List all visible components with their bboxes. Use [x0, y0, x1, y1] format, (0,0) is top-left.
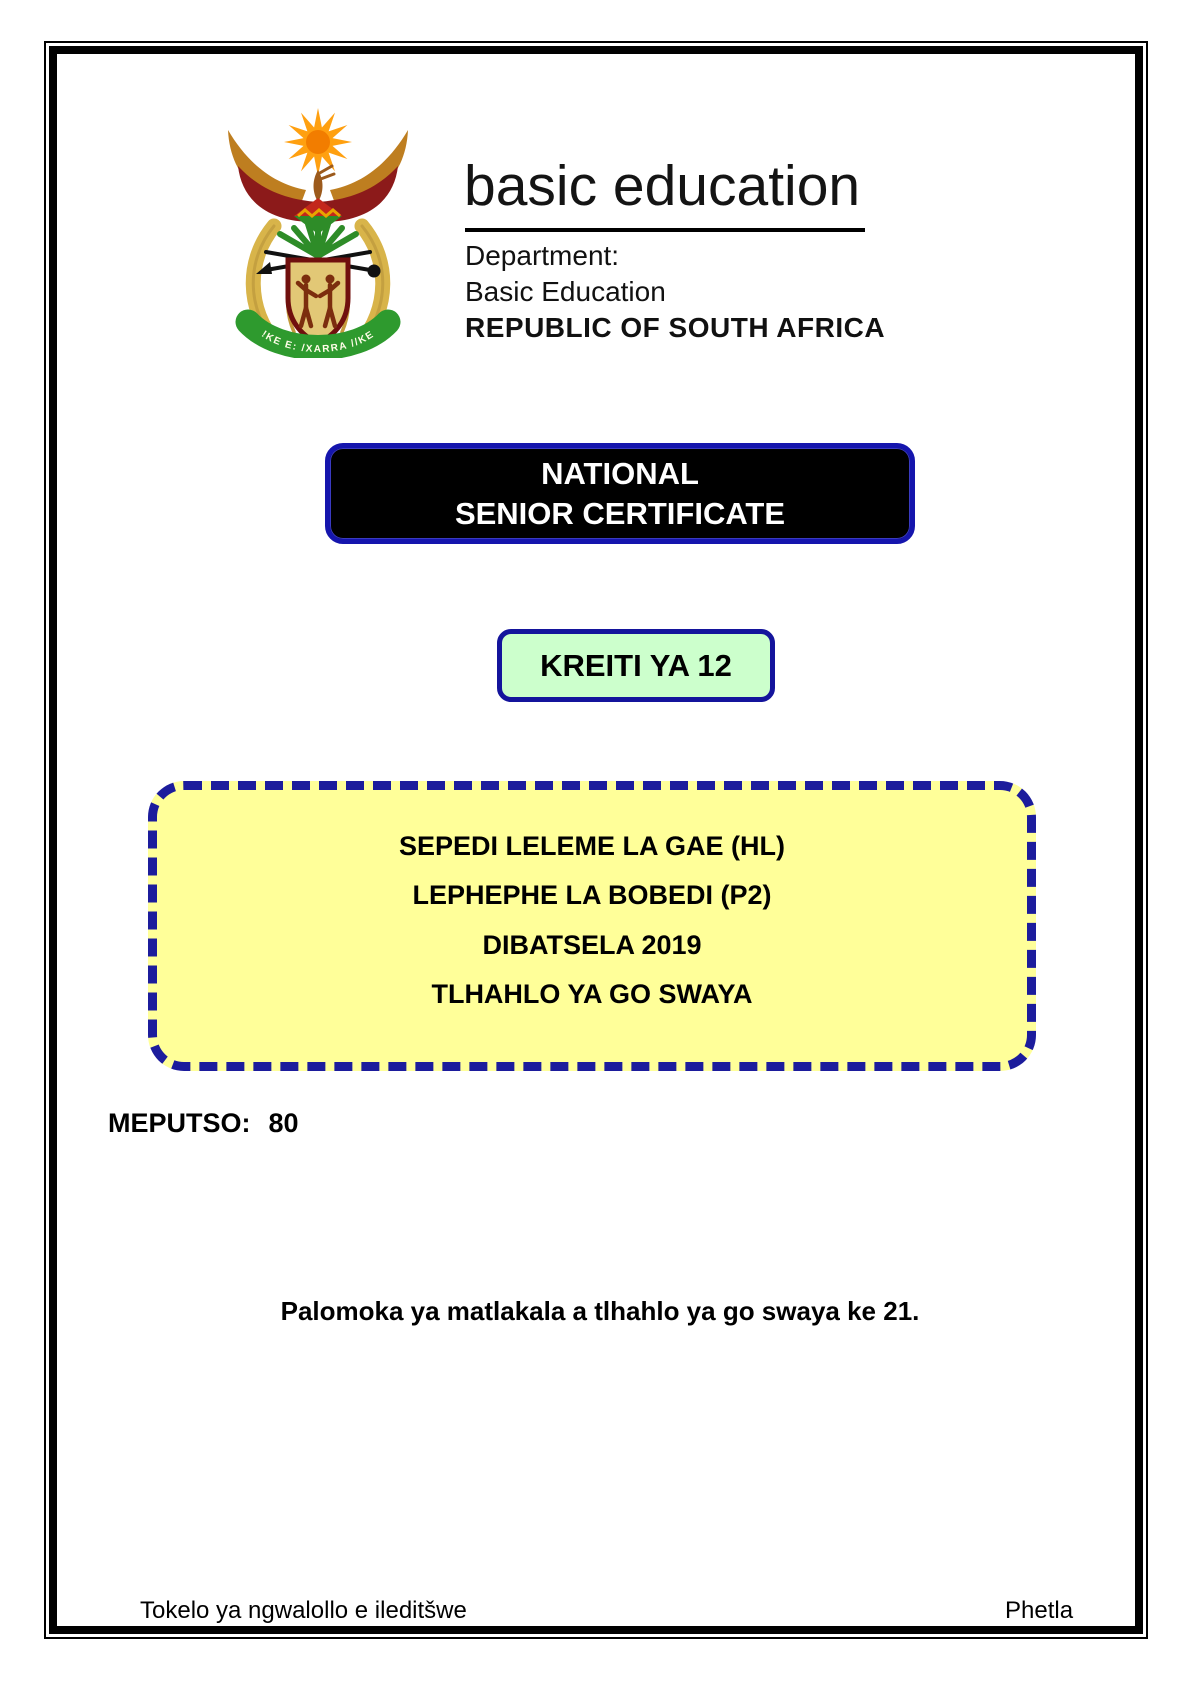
copyright-notice: Tokelo ya ngwalollo e ileditšwe [140, 1597, 467, 1624]
department-block [465, 238, 885, 346]
exam-paper: LEPHEPHE LA BOBEDI (P2) [412, 880, 772, 911]
page-count-note: Palomoka ya matlakala a tlhahlo ya go swaya ke 21. [280, 1296, 920, 1326]
shield [288, 260, 348, 343]
department-name: Basic Education [465, 276, 666, 307]
marks-line [108, 1108, 299, 1139]
certificate-banner [325, 443, 915, 544]
exam-subject-box [148, 781, 1036, 1071]
certificate-banner-line2: SENIOR CERTIFICATE [454, 495, 786, 531]
coat-of-arms-icon [208, 102, 428, 358]
grade-box [497, 629, 775, 702]
exam-date: DIBATSELA 2019 [482, 929, 702, 960]
certificate-banner-line1: NATIONAL [541, 455, 699, 491]
turn-over-label: Phetla [1005, 1597, 1074, 1624]
country-name: REPUBLIC OF SOUTH AFRICA [465, 312, 886, 343]
wordmark-underline [465, 228, 865, 232]
sun-icon [284, 108, 352, 176]
marks-label: MEPUTSO: [108, 1108, 251, 1138]
exam-doc-type: TLHAHLO YA GO SWAYA [431, 978, 753, 1009]
protea-leaves [280, 222, 356, 256]
bird-head [314, 166, 335, 202]
wordmark: basic education [464, 154, 861, 218]
motto-text: !KE E: /XARRA //KE [259, 328, 377, 356]
marks-value: 80 [268, 1108, 299, 1138]
exam-subject: SEPEDI LELEME LA GAE (HL) [398, 831, 785, 861]
grade-label: KREITI YA 12 [540, 647, 732, 683]
department-label: Department: [465, 240, 620, 271]
